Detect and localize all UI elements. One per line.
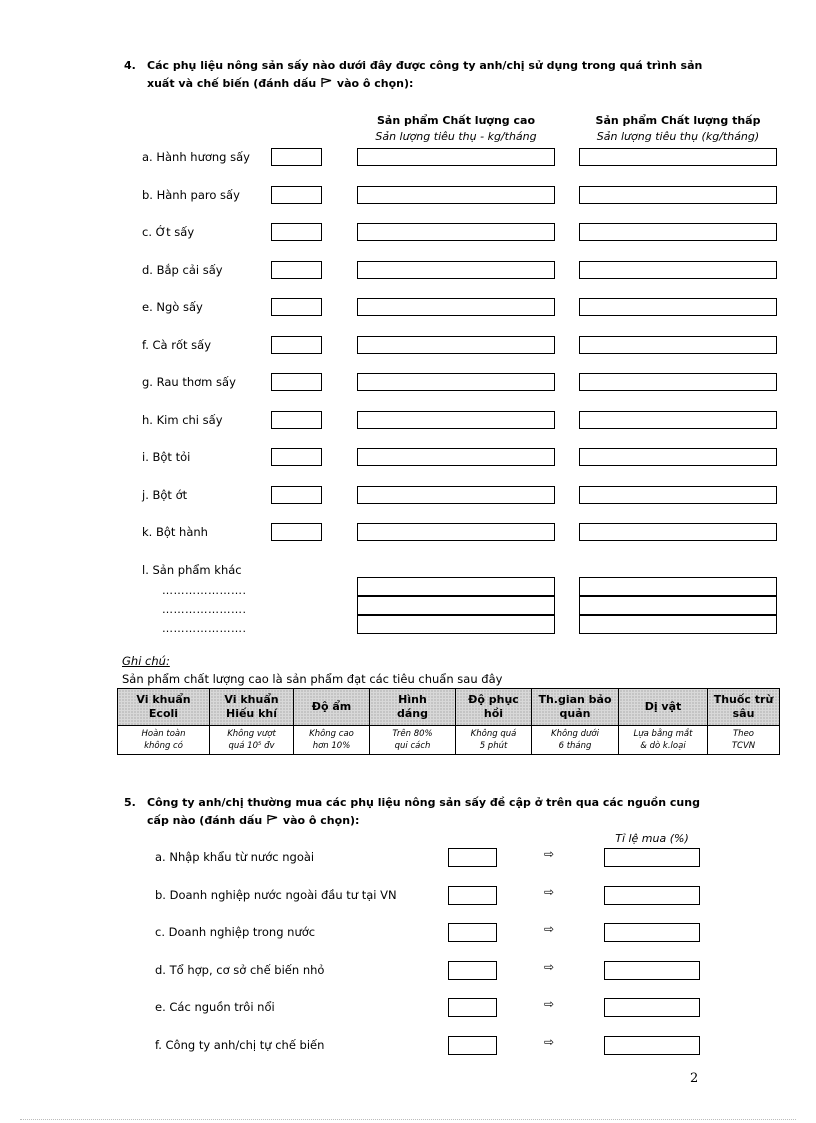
quality-criteria-table — [117, 688, 780, 755]
criteria-header: Hình dáng — [370, 689, 456, 726]
criteria-header: Vi khuẩn Ecoli — [118, 689, 210, 726]
q5-ratio-input[interactable] — [604, 998, 700, 1017]
q4-item-checkbox[interactable] — [271, 223, 322, 241]
q4-other-line-1: …………………. — [162, 584, 247, 597]
criteria-value: Lựa bằng mắt & dò k.loại — [619, 726, 708, 755]
arrow-right-icon: ⇨ — [544, 922, 555, 936]
q4-item-label: f. Cà rốt sấy — [142, 337, 212, 352]
q4-low-quality-input[interactable] — [579, 261, 777, 279]
criteria-value: Hoàn toàn không có — [118, 726, 210, 755]
q5-item-label: a. Nhập khẩu từ nước ngoài — [155, 850, 315, 864]
q4-item-label: e. Ngò sấy — [142, 300, 203, 314]
q4-high-quality-input[interactable] — [357, 373, 555, 391]
arrow-right-icon: ⇨ — [544, 884, 555, 899]
criteria-value-row — [118, 726, 780, 755]
q4-item-checkbox[interactable] — [271, 186, 322, 204]
arrow-right-icon: ⇨ — [544, 997, 555, 1011]
arrow-right-icon: ⇨ — [544, 1034, 555, 1049]
criteria-header: Vi khuẩn Hiếu khí — [210, 689, 294, 726]
note-title: Ghi chú: — [122, 654, 170, 668]
q5-item-label: b. Doanh nghiệp nước ngoài đầu tư tại VN — [155, 887, 397, 902]
q5-item-label: d. Tổ hợp, cơ sở chế biến nhỏ — [155, 962, 325, 977]
q4-other-line-3: …………………. — [162, 622, 247, 635]
q4-item-label: c. Ớt sấy — [142, 225, 195, 239]
q4-high-quality-input[interactable] — [357, 411, 555, 429]
page-number: 2 — [690, 1071, 699, 1086]
check-flag-icon — [266, 814, 279, 827]
footer-divider — [20, 1119, 796, 1120]
q4-item-checkbox[interactable] — [271, 298, 322, 316]
criteria-header: Th.gian bảo quản — [532, 689, 619, 726]
q5-item-checkbox[interactable] — [448, 848, 497, 867]
q4-item-checkbox[interactable] — [271, 411, 322, 429]
q4-item-label: k. Bột hành — [142, 525, 208, 539]
criteria-value: Không vượt quá 10⁵ đv — [210, 726, 294, 755]
col-purchase-ratio-title: Tỉ lệ mua (%) — [615, 832, 689, 845]
q5-item-label: c. Doanh nghiệp trong nước — [155, 925, 316, 939]
q4-low-quality-input[interactable] — [579, 411, 777, 429]
q4-question-line2 — [147, 76, 413, 92]
criteria-value: Không cao hơn 10% — [294, 726, 370, 755]
q4-high-quality-input[interactable] — [357, 186, 555, 204]
q4-high-quality-input[interactable] — [357, 336, 555, 354]
q4-low-quality-input[interactable] — [579, 298, 777, 316]
q4-low-quality-input[interactable] — [579, 523, 777, 541]
q4-item-checkbox[interactable] — [271, 373, 322, 391]
q4-item-checkbox[interactable] — [271, 148, 322, 166]
q4-item-label: d. Bắp cải sấy — [142, 262, 223, 277]
q4-low-quality-input[interactable] — [579, 448, 777, 466]
q4-other-low-input-1[interactable] — [579, 577, 777, 596]
criteria-value: Theo TCVN — [708, 726, 780, 755]
q5-ratio-input[interactable] — [604, 1036, 700, 1055]
q5-ratio-input[interactable] — [604, 886, 700, 905]
q4-low-quality-input[interactable] — [579, 223, 777, 241]
q5-ratio-input[interactable] — [604, 848, 700, 867]
q4-low-quality-input[interactable] — [579, 373, 777, 391]
q4-high-quality-input[interactable] — [357, 448, 555, 466]
q4-question-line2-end: vào ô chọn): — [336, 77, 414, 90]
criteria-header: Độ phục hồi — [456, 689, 532, 726]
q4-high-quality-input[interactable] — [357, 298, 555, 316]
q4-high-quality-input[interactable] — [357, 261, 555, 279]
q4-other-label: l. Sản phẩm khác — [142, 563, 242, 577]
q4-low-quality-input[interactable] — [579, 186, 777, 204]
q5-item-checkbox[interactable] — [448, 923, 497, 942]
q5-ratio-input[interactable] — [604, 923, 700, 942]
q4-number: 4. — [124, 59, 136, 72]
col-low-quality-title: Sản phẩm Chất lượng thấp — [595, 114, 761, 127]
q4-question-line2-text: xuất và chế biến (đánh dấu — [147, 77, 317, 90]
q4-question-line1: Các phụ liệu nông sản sấy nào dưới đây được công ty anh/chị sử dụng trong quá trình sản — [147, 59, 703, 72]
criteria-value: Không quá 5 phút — [456, 726, 532, 755]
criteria-header-row — [118, 689, 780, 726]
q4-item-checkbox[interactable] — [271, 486, 322, 504]
q5-item-checkbox[interactable] — [448, 961, 497, 980]
q4-other-line-2: …………………. — [162, 603, 247, 616]
q4-high-quality-input[interactable] — [357, 486, 555, 504]
q4-item-label: a. Hành hương sấy — [142, 150, 250, 164]
arrow-right-icon: ⇨ — [544, 959, 555, 974]
q4-low-quality-input[interactable] — [579, 148, 777, 166]
q4-low-quality-input[interactable] — [579, 486, 777, 504]
q4-other-low-input-2[interactable] — [579, 596, 777, 615]
criteria-header: Thuốc trừ sâu — [708, 689, 780, 726]
q4-item-label: h. Kim chi sấy — [142, 412, 223, 427]
q5-item-label: e. Các nguồn trôi nổi — [155, 1000, 275, 1014]
q5-item-label: f. Công ty anh/chị tự chế biến — [155, 1037, 325, 1052]
q4-item-label: j. Bột ớt — [142, 487, 188, 502]
q4-other-high-input-2[interactable] — [357, 596, 555, 615]
q4-item-checkbox[interactable] — [271, 261, 322, 279]
q4-high-quality-input[interactable] — [357, 148, 555, 166]
q5-question-line2-text: cấp nào (đánh dấu — [147, 814, 263, 827]
q4-high-quality-input[interactable] — [357, 223, 555, 241]
criteria-value: Không dưới 6 tháng — [532, 726, 619, 755]
q4-item-label: b. Hành paro sấy — [142, 187, 240, 202]
q4-item-checkbox[interactable] — [271, 336, 322, 354]
q5-item-checkbox[interactable] — [448, 998, 497, 1017]
q4-high-quality-input[interactable] — [357, 523, 555, 541]
q4-low-quality-input[interactable] — [579, 336, 777, 354]
q5-item-checkbox[interactable] — [448, 1036, 497, 1055]
arrow-right-icon: ⇨ — [544, 847, 555, 861]
check-flag-icon — [320, 77, 333, 90]
col-low-quality-subtitle: Sản lượng tiêu thụ (kg/tháng) — [596, 130, 760, 143]
q5-item-checkbox[interactable] — [448, 886, 497, 905]
q5-question-line2 — [147, 813, 359, 829]
criteria-value: Trên 80% qui cách — [370, 726, 456, 755]
q4-item-checkbox[interactable] — [271, 448, 322, 466]
q5-question-line1: Công ty anh/chị thường mua các phụ liệu nông sản sấy đề cập ở trên qua các nguồn cung — [147, 796, 700, 809]
q5-ratio-input[interactable] — [604, 961, 700, 980]
q5-number: 5. — [124, 796, 136, 809]
q4-item-label: g. Rau thơm sấy — [142, 375, 236, 389]
q4-other-high-input-1[interactable] — [357, 577, 555, 596]
q4-item-label: i. Bột tỏi — [142, 450, 191, 464]
q4-other-high-input-3[interactable] — [357, 615, 555, 634]
q4-other-low-input-3[interactable] — [579, 615, 777, 634]
q5-question-line2-end: vào ô chọn): — [282, 814, 360, 827]
criteria-header: Dị vật — [619, 689, 708, 726]
q4-item-checkbox[interactable] — [271, 523, 322, 541]
col-high-quality-title: Sản phẩm Chất lượng cao — [376, 114, 536, 127]
note-description: Sản phẩm chất lượng cao là sản phẩm đạt các tiêu chuẩn sau đây — [122, 672, 503, 686]
criteria-header: Độ ẩm — [294, 689, 370, 726]
col-high-quality-subtitle: Sản lượng tiêu thụ - kg/tháng — [375, 130, 537, 143]
